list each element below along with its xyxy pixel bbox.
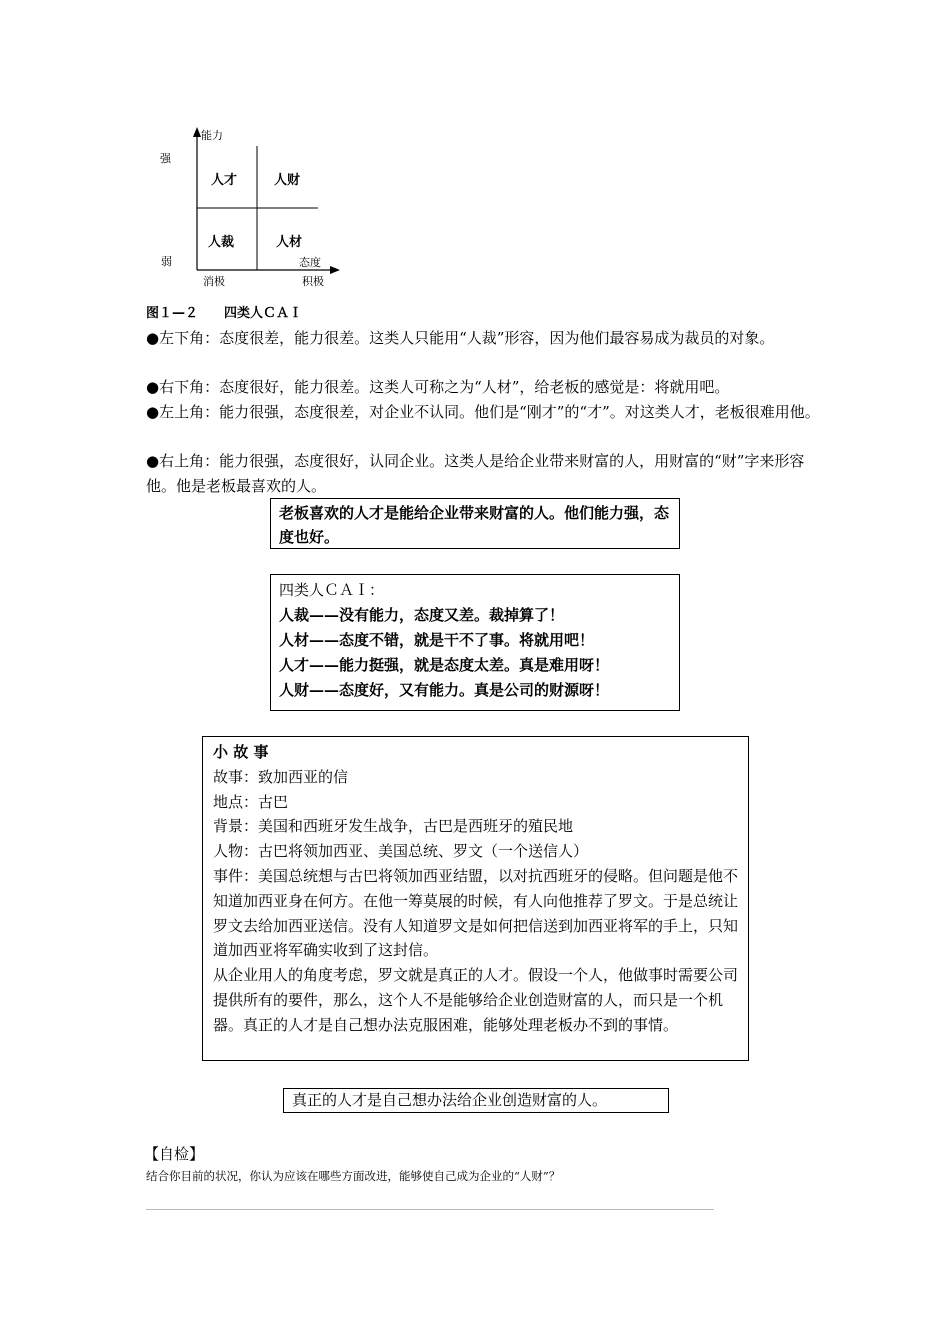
quadrant-axes (0, 0, 950, 300)
story-title: 小 故 事 (213, 743, 269, 761)
strong-label: 强 (160, 152, 171, 165)
highlight-box: 老板喜欢的人才是能给企业带来财富的人。他们能力强，态度也好。 (270, 498, 680, 549)
cell-bottom-left: 人裁 (208, 235, 235, 250)
answer-line[interactable] (146, 1209, 714, 1210)
x-axis-label: 态度 (299, 256, 321, 269)
story-people: 人物：古巴将领加西亚、美国总统、罗文（一个送信人） (213, 842, 589, 861)
cell-top-left: 人才 (211, 173, 238, 188)
bullet-bottom-right: ●右下角：态度很好，能力很差。这类人可称之为“人材”，给老板的感觉是：将就用吧。 (146, 378, 730, 396)
cell-bottom-right: 人材 (276, 235, 303, 250)
bullet-bottom-left: ●左下角：态度很差，能力很差。这类人只能用“人裁”形容，因为他们最容易成为裁员的对象。 (146, 329, 775, 347)
cai-line-ren-cai-wealth: 人财——态度好，又有能力。真是公司的财源呀！ (279, 681, 610, 699)
positive-label: 积极 (302, 275, 324, 288)
figure-caption: 图１—２ 四类人ＣＡＩ (146, 306, 303, 321)
cai-line-ren-cai-cut: 人裁——没有能力，态度又差。裁掉算了！ (279, 606, 565, 624)
cai-line-ren-cai-material: 人材——态度不错，就是干不了事。将就用吧！ (279, 631, 595, 649)
story-comment: 从企业用人的角度考虑，罗文就是真正的人才。假设一个人，他做事时需要公司提供所有的要件，那么，这个人不是能够给企业创造财富的人，而只是一个机器。真正的人才是自己想办法克服困难，能够处理老板办不到的事情。 (213, 966, 739, 1034)
bullet-top-left: ●左上角：能力很强，态度很差，对企业不认同。他们是“刚才”的“才”。对这类人才，老板很难用他。 (146, 403, 820, 421)
bullet-top-right: ●右上角：能力很强，态度很好，认同企业。这类人是给企业带来财富的人，用财富的“财”字来形容他。他是老板最喜欢的人。 (146, 452, 805, 495)
negative-label: 消极 (203, 275, 225, 288)
self-check-title: 【自检】 (144, 1145, 205, 1163)
x-axis-arrow (330, 266, 340, 274)
story-background: 背景：美国和西班牙发生战争，古巴是西班牙的殖民地 (213, 817, 574, 836)
cai-box-title: 四类人ＣＡＩ： (279, 581, 385, 599)
story-place: 地点：古巴 (213, 792, 289, 811)
cai-line-ren-cai-talent: 人才——能力挺强，就是态度太差。真是难用呀！ (279, 656, 610, 674)
conclusion-box: 真正的人才是自己想办法给企业创造财富的人。 (283, 1088, 669, 1113)
cai-summary-box (270, 574, 680, 711)
story-box (202, 736, 749, 1061)
weak-label: 弱 (161, 255, 172, 268)
y-axis-arrow (193, 127, 201, 137)
y-axis-label: 能力 (201, 129, 223, 142)
story-event: 事件：美国总统想与古巴将领加西亚结盟，以对抗西班牙的侵略。但问题是他不知道加西亚身在何方。在他一筹莫展的时候，有人向他推荐了罗文。于是总统让罗文去给加西亚送信。没有人知道罗文是如何把信送到加西亚将军的手上，只知道加西亚将军确实收到了这封信。 (213, 866, 739, 960)
cell-top-right: 人财 (274, 173, 301, 188)
story-name: 故事：致加西亚的信 (213, 767, 349, 786)
self-check-question: 结合你目前的状况，你认为应该在哪些方面改进，能够使自己成为企业的“人财”？ (146, 1169, 561, 1183)
